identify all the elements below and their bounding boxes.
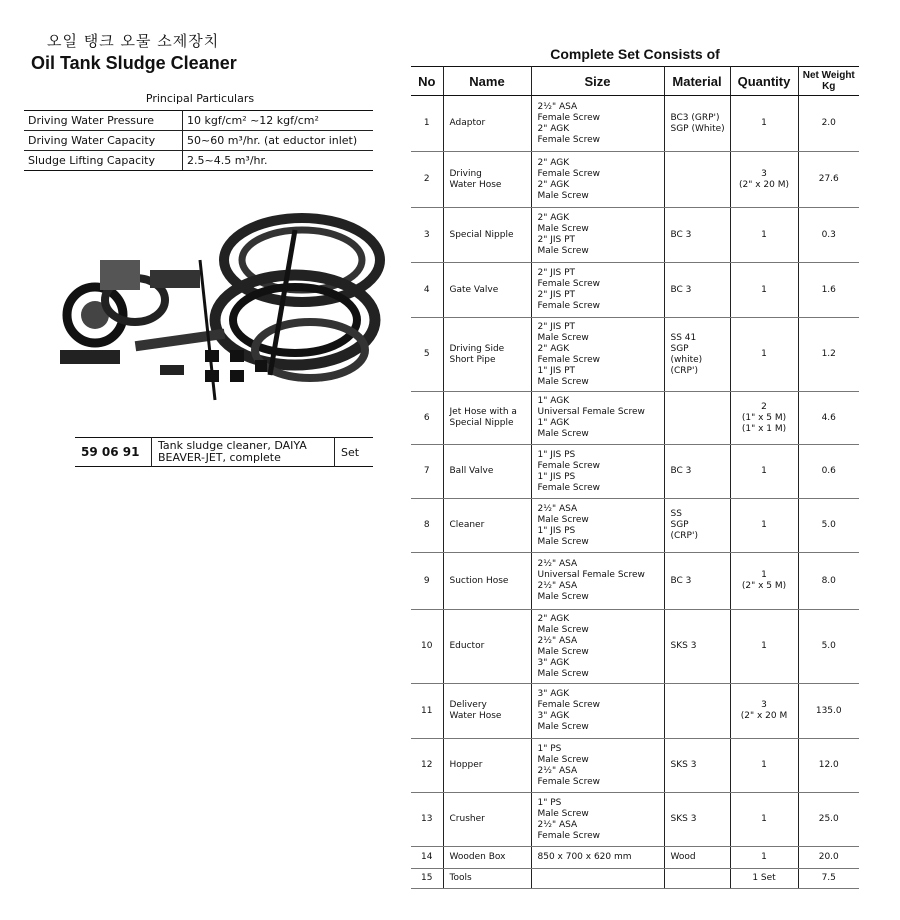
item-material: BC 3 — [664, 553, 730, 610]
item-quantity: 1 — [730, 739, 798, 793]
item-material: BC 3 — [664, 445, 730, 499]
item-name: Wooden Box — [443, 847, 531, 869]
item-name: Driving Water Hose — [443, 152, 531, 208]
particular-label: Driving Water Capacity — [24, 131, 183, 151]
item-no: 2 — [411, 152, 443, 208]
item-quantity: 1 Set — [730, 869, 798, 889]
table-row — [411, 445, 859, 499]
principal-particulars-table — [24, 110, 373, 171]
item-material: BC 3 — [664, 263, 730, 318]
item-no: 1 — [411, 96, 443, 152]
table-row — [411, 96, 859, 152]
table-row — [411, 208, 859, 263]
item-quantity: 1 — [730, 610, 798, 684]
table-row — [411, 847, 859, 869]
item-name: Tools — [443, 869, 531, 889]
table-row — [411, 610, 859, 684]
item-name: Suction Hose — [443, 553, 531, 610]
item-material — [664, 392, 730, 445]
particular-value: 2.5~4.5 m³/hr. — [183, 151, 374, 171]
particular-value: 50~60 m³/hr. (at eductor inlet) — [183, 131, 374, 151]
particular-label: Driving Water Pressure — [24, 111, 183, 131]
item-size: 2" JIS PT Female Screw 2" JIS PT Female Screw — [531, 263, 664, 318]
item-material: SKS 3 — [664, 793, 730, 847]
item-weight: 0.6 — [798, 445, 859, 499]
item-name: Jet Hose with a Special Nipple — [443, 392, 531, 445]
item-no: 12 — [411, 739, 443, 793]
principal-particulars-title: Principal Particulars — [145, 92, 255, 105]
item-no: 3 — [411, 208, 443, 263]
item-weight: 20.0 — [798, 847, 859, 869]
table-row — [411, 553, 859, 610]
item-quantity: 1 (2" x 5 M) — [730, 553, 798, 610]
item-weight: 1.6 — [798, 263, 859, 318]
item-size: 2" JIS PT Male Screw 2" AGK Female Screw 1" JIS PT Male Screw — [531, 318, 664, 392]
item-weight: 2.0 — [798, 96, 859, 152]
table-row — [75, 438, 373, 467]
table-row — [411, 739, 859, 793]
item-name: Crusher — [443, 793, 531, 847]
item-material: BC 3 — [664, 208, 730, 263]
item-quantity: 3 (2" x 20 M) — [730, 152, 798, 208]
item-weight: 12.0 — [798, 739, 859, 793]
item-weight: 27.6 — [798, 152, 859, 208]
item-weight: 5.0 — [798, 610, 859, 684]
set-table — [411, 66, 859, 889]
item-name: Adaptor — [443, 96, 531, 152]
item-quantity: 1 — [730, 847, 798, 869]
catalog-code: 59 06 91 — [75, 438, 152, 467]
header-material: Material — [664, 67, 730, 96]
item-size: 1" JIS PS Female Screw 1" JIS PS Female Screw — [531, 445, 664, 499]
table-header-row — [411, 67, 859, 96]
header-size: Size — [531, 67, 664, 96]
particular-label: Sludge Lifting Capacity — [24, 151, 183, 171]
item-weight: 0.3 — [798, 208, 859, 263]
page-title: Oil Tank Sludge Cleaner — [31, 53, 237, 73]
item-quantity: 1 — [730, 318, 798, 392]
item-name: Ball Valve — [443, 445, 531, 499]
catalog-entry — [75, 437, 373, 467]
item-size — [531, 869, 664, 889]
item-no: 8 — [411, 499, 443, 553]
table-row — [24, 131, 373, 151]
item-quantity: 3 (2" x 20 M — [730, 684, 798, 739]
header-net-weight: Net Weight Kg — [798, 67, 859, 96]
item-material — [664, 152, 730, 208]
item-size: 1" PS Male Screw 2½" ASA Female Screw — [531, 739, 664, 793]
item-material: SS 41 SGP (white) (CRP') — [664, 318, 730, 392]
item-material: Wood — [664, 847, 730, 869]
item-size: 3" AGK Female Screw 3" AGK Male Screw — [531, 684, 664, 739]
table-row — [411, 318, 859, 392]
item-material: SKS 3 — [664, 739, 730, 793]
item-material: SKS 3 — [664, 610, 730, 684]
table-row — [411, 684, 859, 739]
item-size: 2" AGK Male Screw 2½" ASA Male Screw 3" AGK Male Screw — [531, 610, 664, 684]
item-name: Hopper — [443, 739, 531, 793]
item-size: 2" AGK Female Screw 2" AGK Male Screw — [531, 152, 664, 208]
item-quantity: 1 — [730, 793, 798, 847]
catalog-description: Tank sludge cleaner, DAIYA BEAVER-JET, complete — [152, 438, 335, 467]
item-name: Delivery Water Hose — [443, 684, 531, 739]
item-weight: 1.2 — [798, 318, 859, 392]
korean-title: 오일 탱크 오물 소제장치 — [47, 32, 220, 50]
item-size: 2½" ASA Female Screw 2" AGK Female Screw — [531, 96, 664, 152]
item-weight: 7.5 — [798, 869, 859, 889]
table-row — [411, 392, 859, 445]
particular-value: 10 kgf/cm² ~12 kgf/cm² — [183, 111, 374, 131]
item-weight: 135.0 — [798, 684, 859, 739]
header-no: No — [411, 67, 443, 96]
item-no: 5 — [411, 318, 443, 392]
item-no: 7 — [411, 445, 443, 499]
item-size: 2½" ASA Male Screw 1" JIS PS Male Screw — [531, 499, 664, 553]
header-name: Name — [443, 67, 531, 96]
header-quantity: Quantity — [730, 67, 798, 96]
item-name: Eductor — [443, 610, 531, 684]
item-no: 9 — [411, 553, 443, 610]
item-name: Cleaner — [443, 499, 531, 553]
table-row — [24, 151, 373, 171]
item-size: 850 x 700 x 620 mm — [531, 847, 664, 869]
item-material — [664, 869, 730, 889]
item-name: Driving Side Short Pipe — [443, 318, 531, 392]
item-no: 4 — [411, 263, 443, 318]
item-no: 14 — [411, 847, 443, 869]
item-size: 2" AGK Male Screw 2" JIS PT Male Screw — [531, 208, 664, 263]
set-table-title: Complete Set Consists of — [550, 46, 720, 62]
item-quantity: 1 — [730, 499, 798, 553]
item-quantity: 1 — [730, 263, 798, 318]
table-row — [411, 499, 859, 553]
item-size: 2½" ASA Universal Female Screw 2½" ASA Male Screw — [531, 553, 664, 610]
item-material — [664, 684, 730, 739]
item-quantity: 1 — [730, 445, 798, 499]
table-row — [24, 111, 373, 131]
item-size: 1" PS Male Screw 2½" ASA Female Screw — [531, 793, 664, 847]
item-weight: 8.0 — [798, 553, 859, 610]
table-row — [411, 152, 859, 208]
table-row — [411, 793, 859, 847]
item-name: Special Nipple — [443, 208, 531, 263]
item-no: 11 — [411, 684, 443, 739]
item-no: 10 — [411, 610, 443, 684]
item-no: 6 — [411, 392, 443, 445]
item-no: 15 — [411, 869, 443, 889]
item-weight: 25.0 — [798, 793, 859, 847]
catalog-unit: Set — [341, 445, 360, 459]
item-no: 13 — [411, 793, 443, 847]
item-size: 1" AGK Universal Female Screw 1" AGK Male Screw — [531, 392, 664, 445]
table-row — [411, 869, 859, 889]
equipment-photo — [40, 200, 385, 405]
item-material: BC3 (GRP') SGP (White) — [664, 96, 730, 152]
item-quantity: 1 — [730, 96, 798, 152]
table-row — [411, 263, 859, 318]
item-name: Gate Valve — [443, 263, 531, 318]
item-quantity: 1 — [730, 208, 798, 263]
item-weight: 4.6 — [798, 392, 859, 445]
item-material: SS SGP (CRP') — [664, 499, 730, 553]
item-weight: 5.0 — [798, 499, 859, 553]
item-quantity: 2 (1" x 5 M) (1" x 1 M) — [730, 392, 798, 445]
